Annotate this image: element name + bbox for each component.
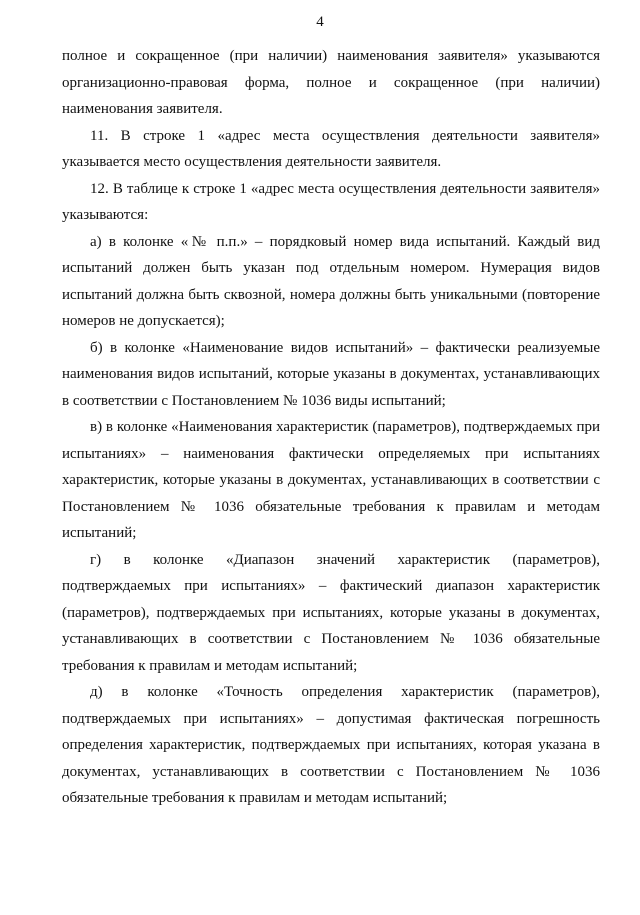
subparagraph-d: д) в колонке «Точность определения характеристик (параметров), подтверждаемых при испытаниях» – допустимая фактическая погрешность определения характеристик, подтверждаемых при испытаниях, которая указана в документах, устанавливающих в соответствии с Постановлением № 1036 обязательные требования к правилам и методам испытаний;: [62, 684, 600, 806]
subparagraph-v: в) в колонке «Наименования характеристик (параметров), подтверждаемых при испытаниях» – наименования фактически определяемых при испытаниях характеристик, которые указаны в документах, устанавливающих в соответствии с Постановлением № 1036 обязательные требования к правилам и методам испытаний;: [62, 419, 600, 541]
paragraph-item-11: 11. В строке 1 «адрес места осуществления деятельности заявителя» указывается место осуществления деятельности заявителя.: [62, 127, 600, 170]
paragraph-continuation: полное и сокращенное (при наличии) наименования заявителя» указываются организационно-правовая форма, полное и сокращенное (при наличии) наименования заявителя.: [62, 48, 600, 117]
subparagraph-g: г) в колонке «Диапазон значений характеристик (параметров), подтверждаемых при испытаниях» – фактический диапазон характеристик (параметров), подтверждаемых при испытаниях, которые указаны в документах, устанавливающих в соответствии с Постановлением № 1036 обязательные требования к правилам и методам испытаний;: [62, 551, 600, 674]
subparagraph-b: б) в колонке «Наименование видов испытаний» – фактически реализуемые наименования видов испытаний, которые указаны в документах, устанавливающих в соответствии с Постановлением № 1036 виды испытаний;: [62, 339, 600, 409]
page-number: 4: [316, 14, 324, 30]
paragraph-item-12: 12. В таблице к строке 1 «адрес места осуществления деятельности заявителя» указываются:: [62, 180, 600, 223]
subparagraph-a: а) в колонке «№ п.п.» – порядковый номер вида испытаний. Каждый вид испытаний должен быть указан под отдельным номером. Нумерация видов испытаний должна быть сквозной, номера должны быть уникальными (повторение номеров не допускается);: [62, 233, 600, 329]
document-body: [62, 43, 600, 812]
